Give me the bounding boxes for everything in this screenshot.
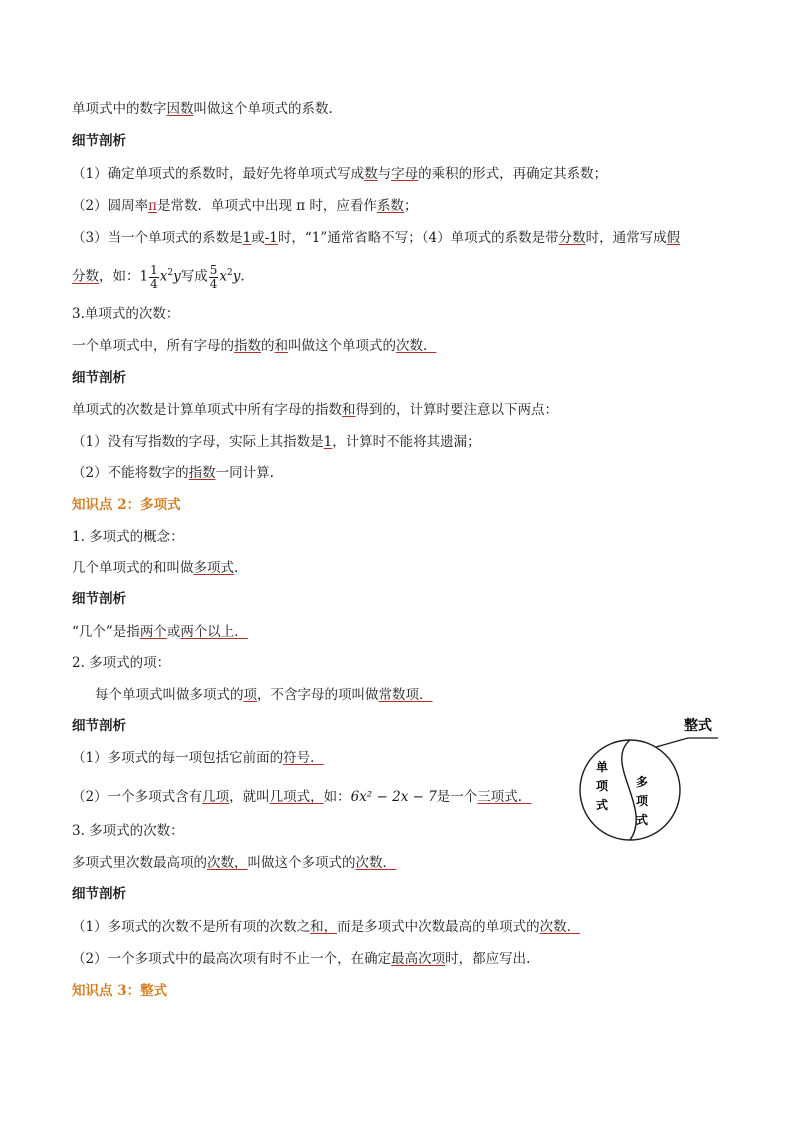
text-line: 单项式的次数是计算单项式中所有字母的指数和得到的，计算时要注意以下两点： [72, 402, 558, 418]
underlined-term: 指数 [234, 338, 261, 354]
underlined-term: 次数． [396, 338, 437, 354]
knowledge-point-heading: 知识点 3：整式 [72, 983, 168, 999]
text-line: （1）没有写指数的字母，实际上其指数是1，计算时不能将其遗漏； [72, 434, 481, 450]
underlined-term: 两个以上． [180, 624, 248, 640]
underlined-term: 1 [323, 434, 333, 450]
diagram-divider-curve [622, 740, 636, 840]
underlined-term: 多项式 [193, 560, 234, 576]
diagram-left-char: 单 [596, 760, 609, 774]
underlined-term: 三项式． [477, 789, 532, 805]
underlined-term: 次数． [539, 919, 581, 935]
underlined-term: 和 [342, 402, 356, 418]
text-line: （1）多项式的每一项包括它前面的符号． [72, 750, 324, 766]
text-line: 每个单项式叫做多项式的项，不含字母的项叫做常数项． [95, 687, 433, 703]
diagram-title: 整式 [684, 718, 712, 734]
section-subheading: 细节剖析 [72, 886, 126, 902]
text-line: 多项式里次数最高项的次数，叫做这个多项式的次数． [72, 855, 396, 871]
polynomial-classification-diagram [568, 708, 728, 848]
underlined-term: 符号． [283, 750, 324, 766]
diagram-right-char: 多 [636, 775, 649, 789]
diagram-left-char: 式 [596, 798, 609, 812]
section-heading: 3. 多项式的次数： [72, 823, 184, 839]
diagram-right-char: 项 [636, 794, 649, 808]
text-line: “几个”是指两个或两个以上． [72, 624, 248, 640]
text-line: （2）圆周率π是常数．单项式中出现 π 时，应看作系数； [72, 198, 418, 214]
text-line: （3）当一个单项式的系数是1或-1时，“1”通常省略不写；（4）单项式的系数是带分数时，通常写成假 [72, 230, 681, 246]
text-line: 几个单项式的和叫做多项式. [72, 560, 239, 576]
section-heading: 2. 多项式的项： [72, 655, 171, 671]
underlined-term: 假 [666, 230, 681, 246]
underlined-term: 1 [242, 230, 252, 246]
underlined-term: 和 [274, 338, 288, 354]
knowledge-point-heading: 知识点 2：多项式 [72, 497, 181, 513]
section-subheading: 细节剖析 [72, 591, 126, 607]
text-line: （2）一个多项式中的最高次项有时不止一个，在确定最高次项时，都应写出. [72, 951, 531, 967]
underlined-term: 两个 [139, 624, 167, 640]
section-subheading: 细节剖析 [72, 718, 126, 734]
underlined-term: 最高次项 [391, 951, 446, 967]
text-line: 一个单项式中，所有字母的指数的和叫做这个单项式的次数． [72, 338, 437, 354]
mixed-number-whole: 1 [139, 268, 149, 285]
underlined-term: 次数． [355, 855, 396, 871]
underlined-term: 几项式， [269, 789, 324, 805]
section-subheading: 细节剖析 [72, 370, 126, 386]
underlined-term: 次数， [207, 855, 248, 871]
fraction: $\frac{5}{4}$ [209, 262, 218, 291]
diagram-right-char: 式 [636, 813, 649, 827]
underlined-term: 和， [310, 919, 338, 935]
fraction: $\frac{1}{4}$ [150, 262, 158, 291]
underlined-term: 常数项． [378, 687, 433, 703]
underlined-term: -1 [264, 230, 278, 246]
text-line: （2）不能将数字的指数一同计算. [72, 465, 274, 481]
underlined-term: 指数 [188, 465, 216, 481]
diagram-left-char: 项 [596, 779, 609, 793]
underlined-term: 字母 [391, 166, 419, 182]
section-subheading: 细节剖析 [72, 133, 126, 149]
text-line: 单项式中的数字因数叫做这个单项式的系数. [72, 101, 333, 117]
diagram-leader-line [656, 738, 718, 747]
text-line-with-fractions: 分数，如：1 $\frac{1}{4}$ $x^2y$写成 $\frac{5}{4}$ $x^2y$. [72, 262, 245, 291]
underlined-term: 系数 [376, 198, 404, 214]
text-line: （2）一个多项式含有几项，就叫几项式，如：6x² − 2x − 7是一个三项式． [72, 789, 532, 805]
section-heading: 1. 多项式的概念： [72, 529, 184, 545]
underlined-term: 数 [364, 166, 378, 182]
section-heading: 3.单项式的次数： [72, 306, 180, 322]
text-line: （1）确定单项式的系数时，最好先将单项式写成数与字母的乘积的形式，再确定其系数； [72, 166, 608, 182]
underlined-term: 分数 [72, 268, 99, 285]
underlined-term: 因数 [166, 101, 194, 117]
underlined-term: 项 [243, 687, 257, 703]
underlined-term: π [148, 198, 157, 214]
text-line: （1）多项式的次数不是所有项的次数之和，而是多项式中次数最高的单项式的次数． [72, 919, 581, 935]
underlined-term: 分数 [558, 230, 586, 246]
math-expression: 6x² − 2x − 7 [350, 789, 437, 805]
underlined-term: 几项 [202, 789, 230, 805]
